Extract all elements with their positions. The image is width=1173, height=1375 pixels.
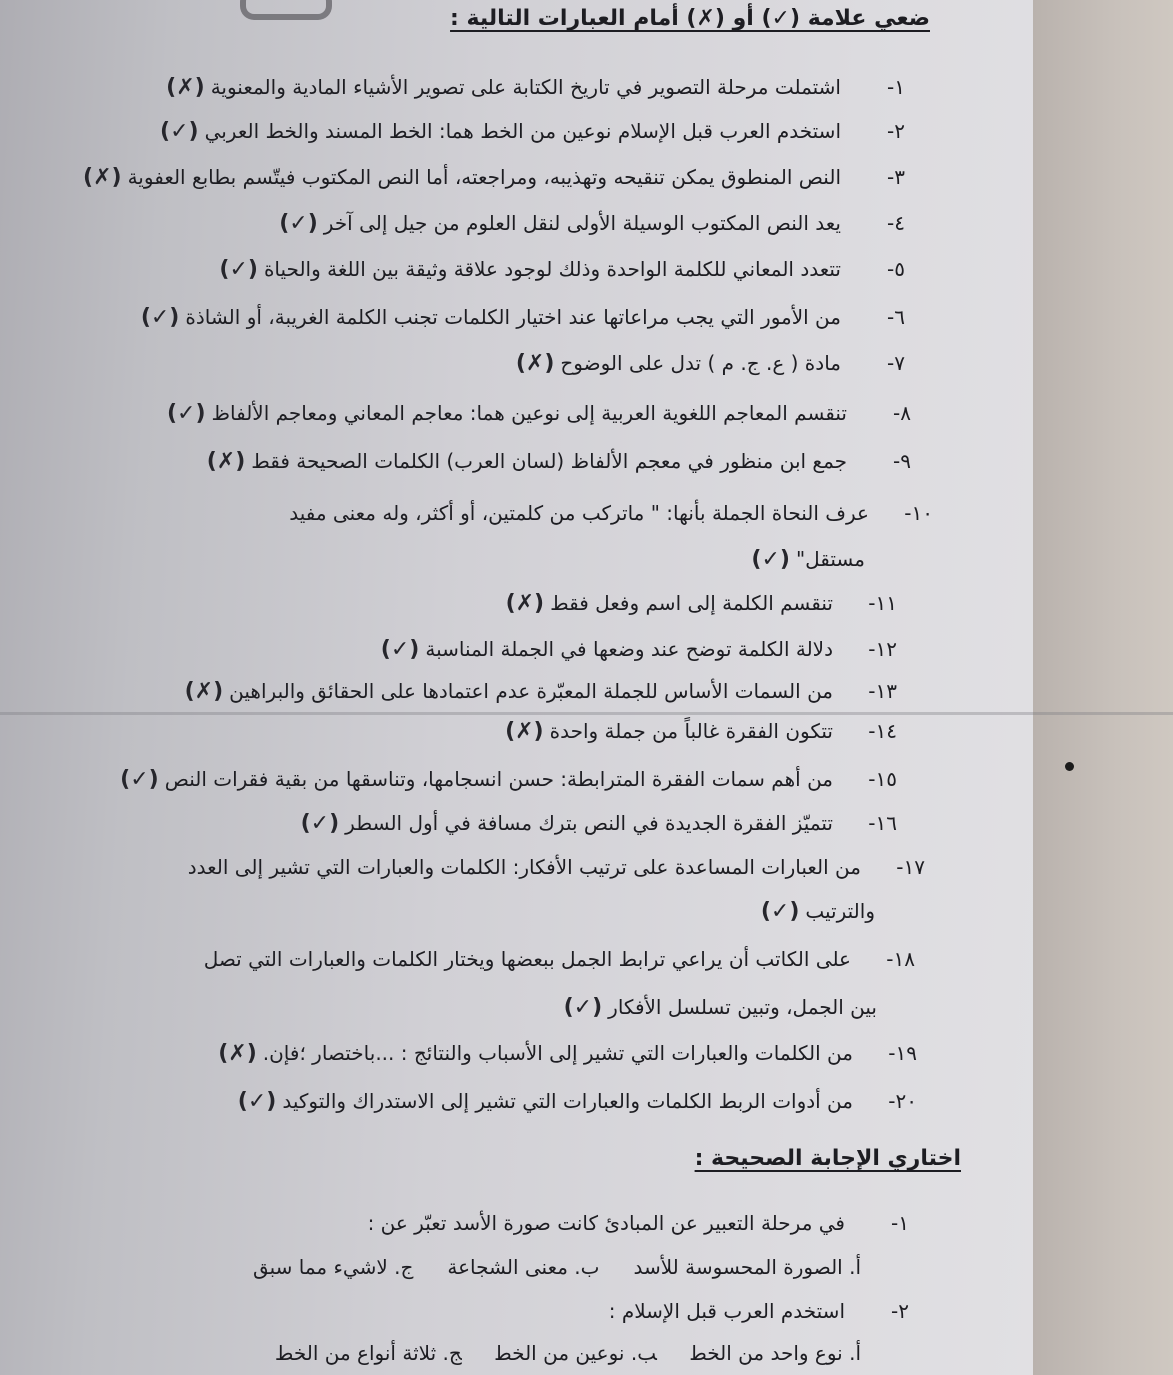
- question-text: من السمات الأساس للجملة المعبّرة عدم اعتمادها على الحقائق والبراهين: [229, 679, 833, 703]
- question-text: تتميّز الفقرة الجديدة في النص بترك مسافة في أول السطر: [345, 811, 833, 835]
- question-row: ٢-استخدم العرب قبل الإسلام نوعين من الخط هما: الخط المسند والخط العربي(✓): [160, 119, 905, 144]
- question-row: ٢٠-من أدوات الربط الكلمات والعبارات التي تشير إلى الاستدراك والتوكيد(✓): [237, 1089, 917, 1114]
- question-text: استخدم العرب قبل الإسلام نوعين من الخط هما: الخط المسند والخط العربي: [204, 119, 841, 143]
- question-text: جمع ابن منظور في معجم الألفاظ (لسان العرب) الكلمات الصحيحة فقط: [251, 449, 847, 473]
- answer-mark: (✓): [380, 637, 420, 662]
- mcq-question: ٢-استخدم العرب قبل الإسلام :: [608, 1299, 909, 1323]
- answer-mark: (✓): [751, 547, 790, 572]
- question-row: ١٣-من السمات الأساس للجملة المعبّرة عدم اعتمادها على الحقائق والبراهين(✗): [184, 679, 897, 704]
- question-continuation: والترتيب(✓): [760, 899, 875, 924]
- answer-mark: (✓): [140, 305, 180, 330]
- question-continuation: بين الجمل، وتبين تسلسل الأفكار(✓): [563, 995, 877, 1020]
- question-row: ٧-مادة ( ع. ج. م ) تدل على الوضوح(✗): [515, 351, 905, 376]
- answer-mark: (✗): [166, 75, 205, 100]
- mcq-question-text: استخدم العرب قبل الإسلام :: [608, 1299, 845, 1323]
- question-text: من الكلمات والعبارات التي تشير إلى الأسباب والنتائج : ...باختصار ؛فإن.: [262, 1041, 853, 1065]
- question-text: يعد النص المكتوب الوسيلة الأولى لنقل العلوم من جيل إلى آخر: [323, 211, 841, 235]
- question-row: ١٤-تتكون الفقرة غالباً من جملة واحدة(✗): [505, 719, 897, 744]
- question-row: ١٧-من العبارات المساعدة على ترتيب الأفكار: الكلمات والعبارات التي تشير إلى العدد: [187, 855, 925, 879]
- section2-heading: اختاري الإجابة الصحيحة :: [694, 1146, 961, 1171]
- mcq-question-text: في مرحلة التعبير عن المبادئ كانت صورة الأسد تعبّر عن :: [367, 1211, 845, 1235]
- answer-mark: (✗): [218, 1041, 257, 1066]
- question-text: دلالة الكلمة توضح عند وضعها في الجملة المناسبة: [425, 637, 833, 661]
- mcq-question: ١-في مرحلة التعبير عن المبادئ كانت صورة الأسد تعبّر عن :: [367, 1211, 909, 1235]
- question-text: تنقسم الكلمة إلى اسم وفعل فقط: [550, 591, 833, 615]
- choice-c[interactable]: ج. لاشيء مما سبق: [252, 1255, 414, 1279]
- mcq-choices: [219, 1254, 861, 1280]
- question-row: ٤-يعد النص المكتوب الوسيلة الأولى لنقل العلوم من جيل إلى آخر(✓): [279, 211, 905, 236]
- question-row: ٦-من الأمور التي يجب مراعاتها عند اختيار الكلمات تجنب الكلمة الغريبة، أو الشاذة(✓): [140, 305, 905, 330]
- choice-b[interactable]: ب. معنى الشجاعة: [447, 1255, 600, 1279]
- choice-a[interactable]: أ. نوع واحد من الخط: [690, 1341, 861, 1365]
- question-row: ٥-تتعدد المعاني للكلمة الواحدة وذلك لوجود علاقة وثيقة بين اللغة والحياة(✓): [219, 257, 905, 282]
- question-text: مادة ( ع. ج. م ) تدل على الوضوح: [560, 351, 841, 375]
- answer-mark: (✗): [505, 719, 544, 744]
- answer-mark: (✓): [166, 401, 206, 426]
- question-text: من العبارات المساعدة على ترتيب الأفكار: الكلمات والعبارات التي تشير إلى العدد: [187, 855, 861, 879]
- question-row: ١-اشتملت مرحلة التصوير في تاريخ الكتابة على تصوير الأشياء المادية والمعنوية(✗): [166, 75, 905, 100]
- question-text: اشتملت مرحلة التصوير في تاريخ الكتابة على تصوير الأشياء المادية والمعنوية: [210, 75, 841, 99]
- answer-mark: (✓): [760, 899, 800, 924]
- answer-mark: (✓): [300, 811, 340, 836]
- answer-mark: (✗): [206, 449, 246, 474]
- question-text: من أدوات الربط الكلمات والعبارات التي تشير إلى الاستدراك والتوكيد: [282, 1089, 853, 1113]
- question-row: ١١-تنقسم الكلمة إلى اسم وفعل فقط(✗): [505, 591, 897, 616]
- question-text: من الأمور التي يجب مراعاتها عند اختيار الكلمات تجنب الكلمة الغريبة، أو الشاذة: [185, 305, 841, 329]
- answer-mark: (✓): [563, 995, 603, 1020]
- answer-mark: (✗): [515, 351, 555, 376]
- question-text: تتعدد المعاني للكلمة الواحدة وذلك لوجود علاقة وثيقة بين اللغة والحياة: [263, 257, 841, 281]
- question-continuation: مستقل"(✓): [751, 547, 865, 572]
- answer-mark: (✗): [505, 591, 545, 616]
- choice-c[interactable]: ج. ثلاثة أنواع من الخط: [274, 1341, 462, 1365]
- answer-mark: (✓): [219, 257, 258, 282]
- answer-mark: (✓): [120, 767, 159, 792]
- question-text: النص المنطوق يمكن تنقيحه وتهذيبه، ومراجعته، أما النص المكتوب فيتّسم بطابع العفوية: [127, 165, 841, 189]
- question-row: ١٢-دلالة الكلمة توضح عند وضعها في الجملة المناسبة(✓): [380, 637, 897, 662]
- choice-b[interactable]: ب. نوعين من الخط: [495, 1341, 657, 1365]
- answer-mark: (✓): [237, 1089, 277, 1114]
- question-text: من أهم سمات الفقرة المترابطة: حسن انسجامها، وتناسقها من بقية فقرات النص: [164, 767, 833, 791]
- choice-a[interactable]: أ. الصورة المحسوسة للأسد: [633, 1255, 861, 1279]
- question-text: عرف النحاة الجملة بأنها: " ماتركب من كلمتين، أو أكثر، وله معنى مفيد: [289, 501, 869, 525]
- answer-mark: (✓): [160, 119, 199, 144]
- question-text: على الكاتب أن يراعي ترابط الجمل ببعضها ويختار الكلمات والعبارات التي تصل: [203, 947, 851, 971]
- question-row: ١٠-عرف النحاة الجملة بأنها: " ماتركب من كلمتين، أو أكثر، وله معنى مفيد: [289, 501, 933, 525]
- answer-mark: (✗): [83, 165, 122, 190]
- question-text: تنقسم المعاجم اللغوية العربية إلى نوعين هما: معاجم المعاني ومعاجم الألفاظ: [211, 401, 847, 425]
- question-row: ٩-جمع ابن منظور في معجم الألفاظ (لسان العرب) الكلمات الصحيحة فقط(✗): [206, 449, 911, 474]
- question-row: ٣-النص المنطوق يمكن تنقيحه وتهذيبه، ومراجعته، أما النص المكتوب فيتّسم بطابع العفوية(✗): [83, 165, 905, 190]
- answer-mark: (✗): [184, 679, 224, 704]
- question-row: ١٩-من الكلمات والعبارات التي تشير إلى الأسباب والنتائج : ...باختصار ؛فإن.(✗): [218, 1041, 917, 1066]
- section1-heading: ضعي علامة (✓) أو (✗) أمام العبارات التالية :: [450, 6, 930, 31]
- mcq-choices: [241, 1340, 861, 1366]
- question-text: تتكون الفقرة غالباً من جملة واحدة: [549, 719, 833, 743]
- question-row: ١٦-تتميّز الفقرة الجديدة في النص بترك مسافة في أول السطر(✓): [300, 811, 897, 836]
- answer-mark: (✓): [279, 211, 318, 236]
- question-row: ١٨-على الكاتب أن يراعي ترابط الجمل ببعضها ويختار الكلمات والعبارات التي تصل: [203, 947, 915, 971]
- question-row: ١٥-من أهم سمات الفقرة المترابطة: حسن انسجامها، وتناسقها من بقية فقرات النص(✓): [120, 767, 897, 792]
- question-row: ٨-تنقسم المعاجم اللغوية العربية إلى نوعين هما: معاجم المعاني ومعاجم الألفاظ(✓): [166, 401, 911, 426]
